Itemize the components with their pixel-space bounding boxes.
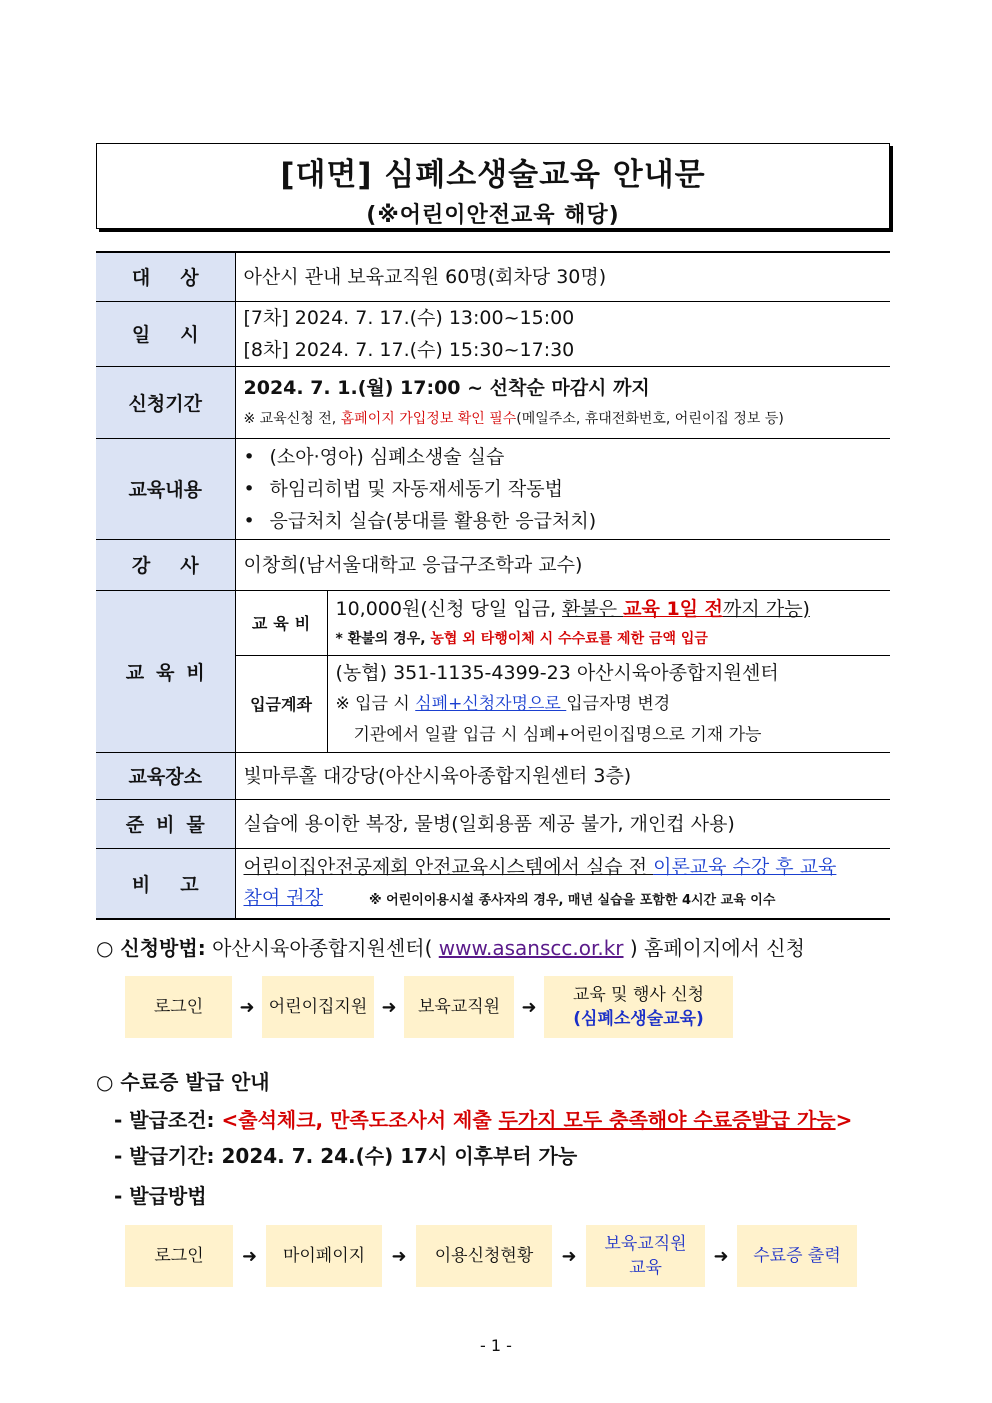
- title-box: [96, 143, 890, 229]
- period-main: 2024. 7. 1.(월) 17:00 ~ 선착순 마감시 까지: [243, 377, 650, 399]
- label-remarks: 비고: [96, 848, 235, 919]
- certificate-condition: - 발급조건: <출석체크, 만족도조사서 제출 두가지 모두 충족해야 수료증발급 가능>: [114, 1108, 853, 1132]
- label-account: 입금계좌: [235, 655, 327, 752]
- page-number: - 1 -: [480, 1336, 512, 1355]
- certificate-period: - 발급기간: 2024. 7. 24.(수) 17시 이후부터 가능: [114, 1144, 578, 1168]
- content-item: • 하임리히법 및 자동재세동기 작동법: [244, 473, 883, 505]
- apply-step-staff: 보육교직원: [404, 976, 514, 1038]
- cert-step-print: 수료증 출력: [737, 1225, 857, 1287]
- row-fee: [96, 590, 890, 655]
- fee-note: * 환불의 경우, 농협 외 타행이체 시 수수료를 제한 금액 입금: [335, 630, 708, 647]
- label-fee-amount: 교육비: [235, 590, 327, 655]
- label-schedule: 일시: [96, 301, 235, 366]
- certificate-heading: ○ 수료증 발급 안내: [96, 1070, 270, 1094]
- row-schedule: [96, 301, 890, 366]
- label-content: 교육내용: [96, 438, 235, 539]
- page-title: [대면] 심폐소생술교육 안내문: [280, 157, 706, 193]
- arrow-icon: ➜: [521, 996, 537, 1018]
- arrow-icon: ➜: [391, 1245, 407, 1267]
- cert-step-mypage: 마이페이지: [266, 1225, 382, 1287]
- account-number: (농협) 351-1135-4399-23 아산시육아종합지원센터: [335, 661, 779, 684]
- page-subtitle: (※어린이안전교육 해당): [366, 203, 620, 228]
- value-supplies: 실습에 용이한 복장, 물병(일회용품 제공 불가, 개인컵 사용): [243, 812, 735, 835]
- fee-amount: 10,000원(신청 당일 입금, 환불은 교육 1일 전까지 가능): [335, 597, 810, 620]
- row-instructor: [96, 539, 890, 590]
- row-content: [96, 438, 890, 539]
- label-target: 대상: [96, 252, 235, 301]
- arrow-icon: ➜: [713, 1245, 729, 1267]
- arrow-icon: ➜: [239, 996, 255, 1018]
- label-instructor: 강사: [96, 539, 235, 590]
- arrow-icon: ➜: [561, 1245, 577, 1267]
- label-supplies: 준비물: [96, 799, 235, 848]
- value-target: 아산시 관내 보육교직원 60명(회차당 30명): [243, 265, 607, 288]
- content-item: • (소아·영아) 심폐소생술 실습: [244, 441, 883, 473]
- apply-step-login: 로그인: [125, 976, 232, 1038]
- certificate-flow: [125, 1225, 857, 1287]
- certificate-method: - 발급방법: [114, 1184, 207, 1208]
- remarks-line-2: 참여 권장 ※ 어린이이용시설 종사자의 경우, 매년 실습을 포함한 4시간 교육 이수: [243, 886, 776, 909]
- apply-flow: [125, 976, 733, 1038]
- label-venue: 교육장소: [96, 752, 235, 799]
- apply-step-daycare: 어린이집지원: [262, 976, 374, 1038]
- row-period: [96, 366, 890, 438]
- apply-line: ○ 신청방법: 아산시육아종합지원센터( www.asanscc.or.kr ) 홈페이지에서 신청: [96, 936, 805, 960]
- apply-step-education: 교육 및 행사 신청 (심폐소생술교육): [544, 976, 733, 1038]
- period-note: ※ 교육신청 전, 홈페이지 가입정보 확인 필수(메일주소, 휴대전화번호, 어린이집 정보 등): [243, 411, 784, 427]
- row-remarks: [96, 848, 890, 919]
- account-note: ※ 입금 시 심폐+신청자명으로 입금자명 변경: [335, 693, 671, 714]
- account-note-2: 기관에서 일괄 입금 시 심폐+어린이집명으로 기재 가능: [353, 724, 762, 745]
- cert-step-staff-education: 보육교직원 교육: [586, 1225, 705, 1287]
- value-venue: 빛마루홀 대강당(아산시육아종합지원센터 3층): [243, 764, 632, 787]
- homepage-link[interactable]: www.asanscc.or.kr: [438, 936, 624, 960]
- row-target: [96, 252, 890, 301]
- value-instructor: 이창희(남서울대학교 응급구조학과 교수): [243, 553, 583, 576]
- label-period: 신청기간: [96, 366, 235, 438]
- arrow-icon: ➜: [381, 996, 397, 1018]
- row-supplies: [96, 799, 890, 848]
- content-item: • 응급처치 실습(붕대를 활용한 응급처치): [244, 505, 883, 537]
- arrow-icon: ➜: [241, 1245, 258, 1267]
- cert-step-login: 로그인: [125, 1225, 233, 1287]
- row-venue: [96, 752, 890, 799]
- cert-step-status: 이용신청현황: [416, 1225, 552, 1287]
- schedule-line-1: [7차] 2024. 7. 17.(수) 13:00~15:00: [243, 306, 575, 329]
- remarks-line-1: 어린이집안전공제회 안전교육시스템에서 실습 전 이론교육 수강 후 교육: [243, 855, 837, 878]
- schedule-line-2: [8차] 2024. 7. 17.(수) 15:30~17:30: [243, 338, 575, 361]
- info-table: [96, 251, 890, 920]
- label-fee: 교육비: [96, 590, 235, 752]
